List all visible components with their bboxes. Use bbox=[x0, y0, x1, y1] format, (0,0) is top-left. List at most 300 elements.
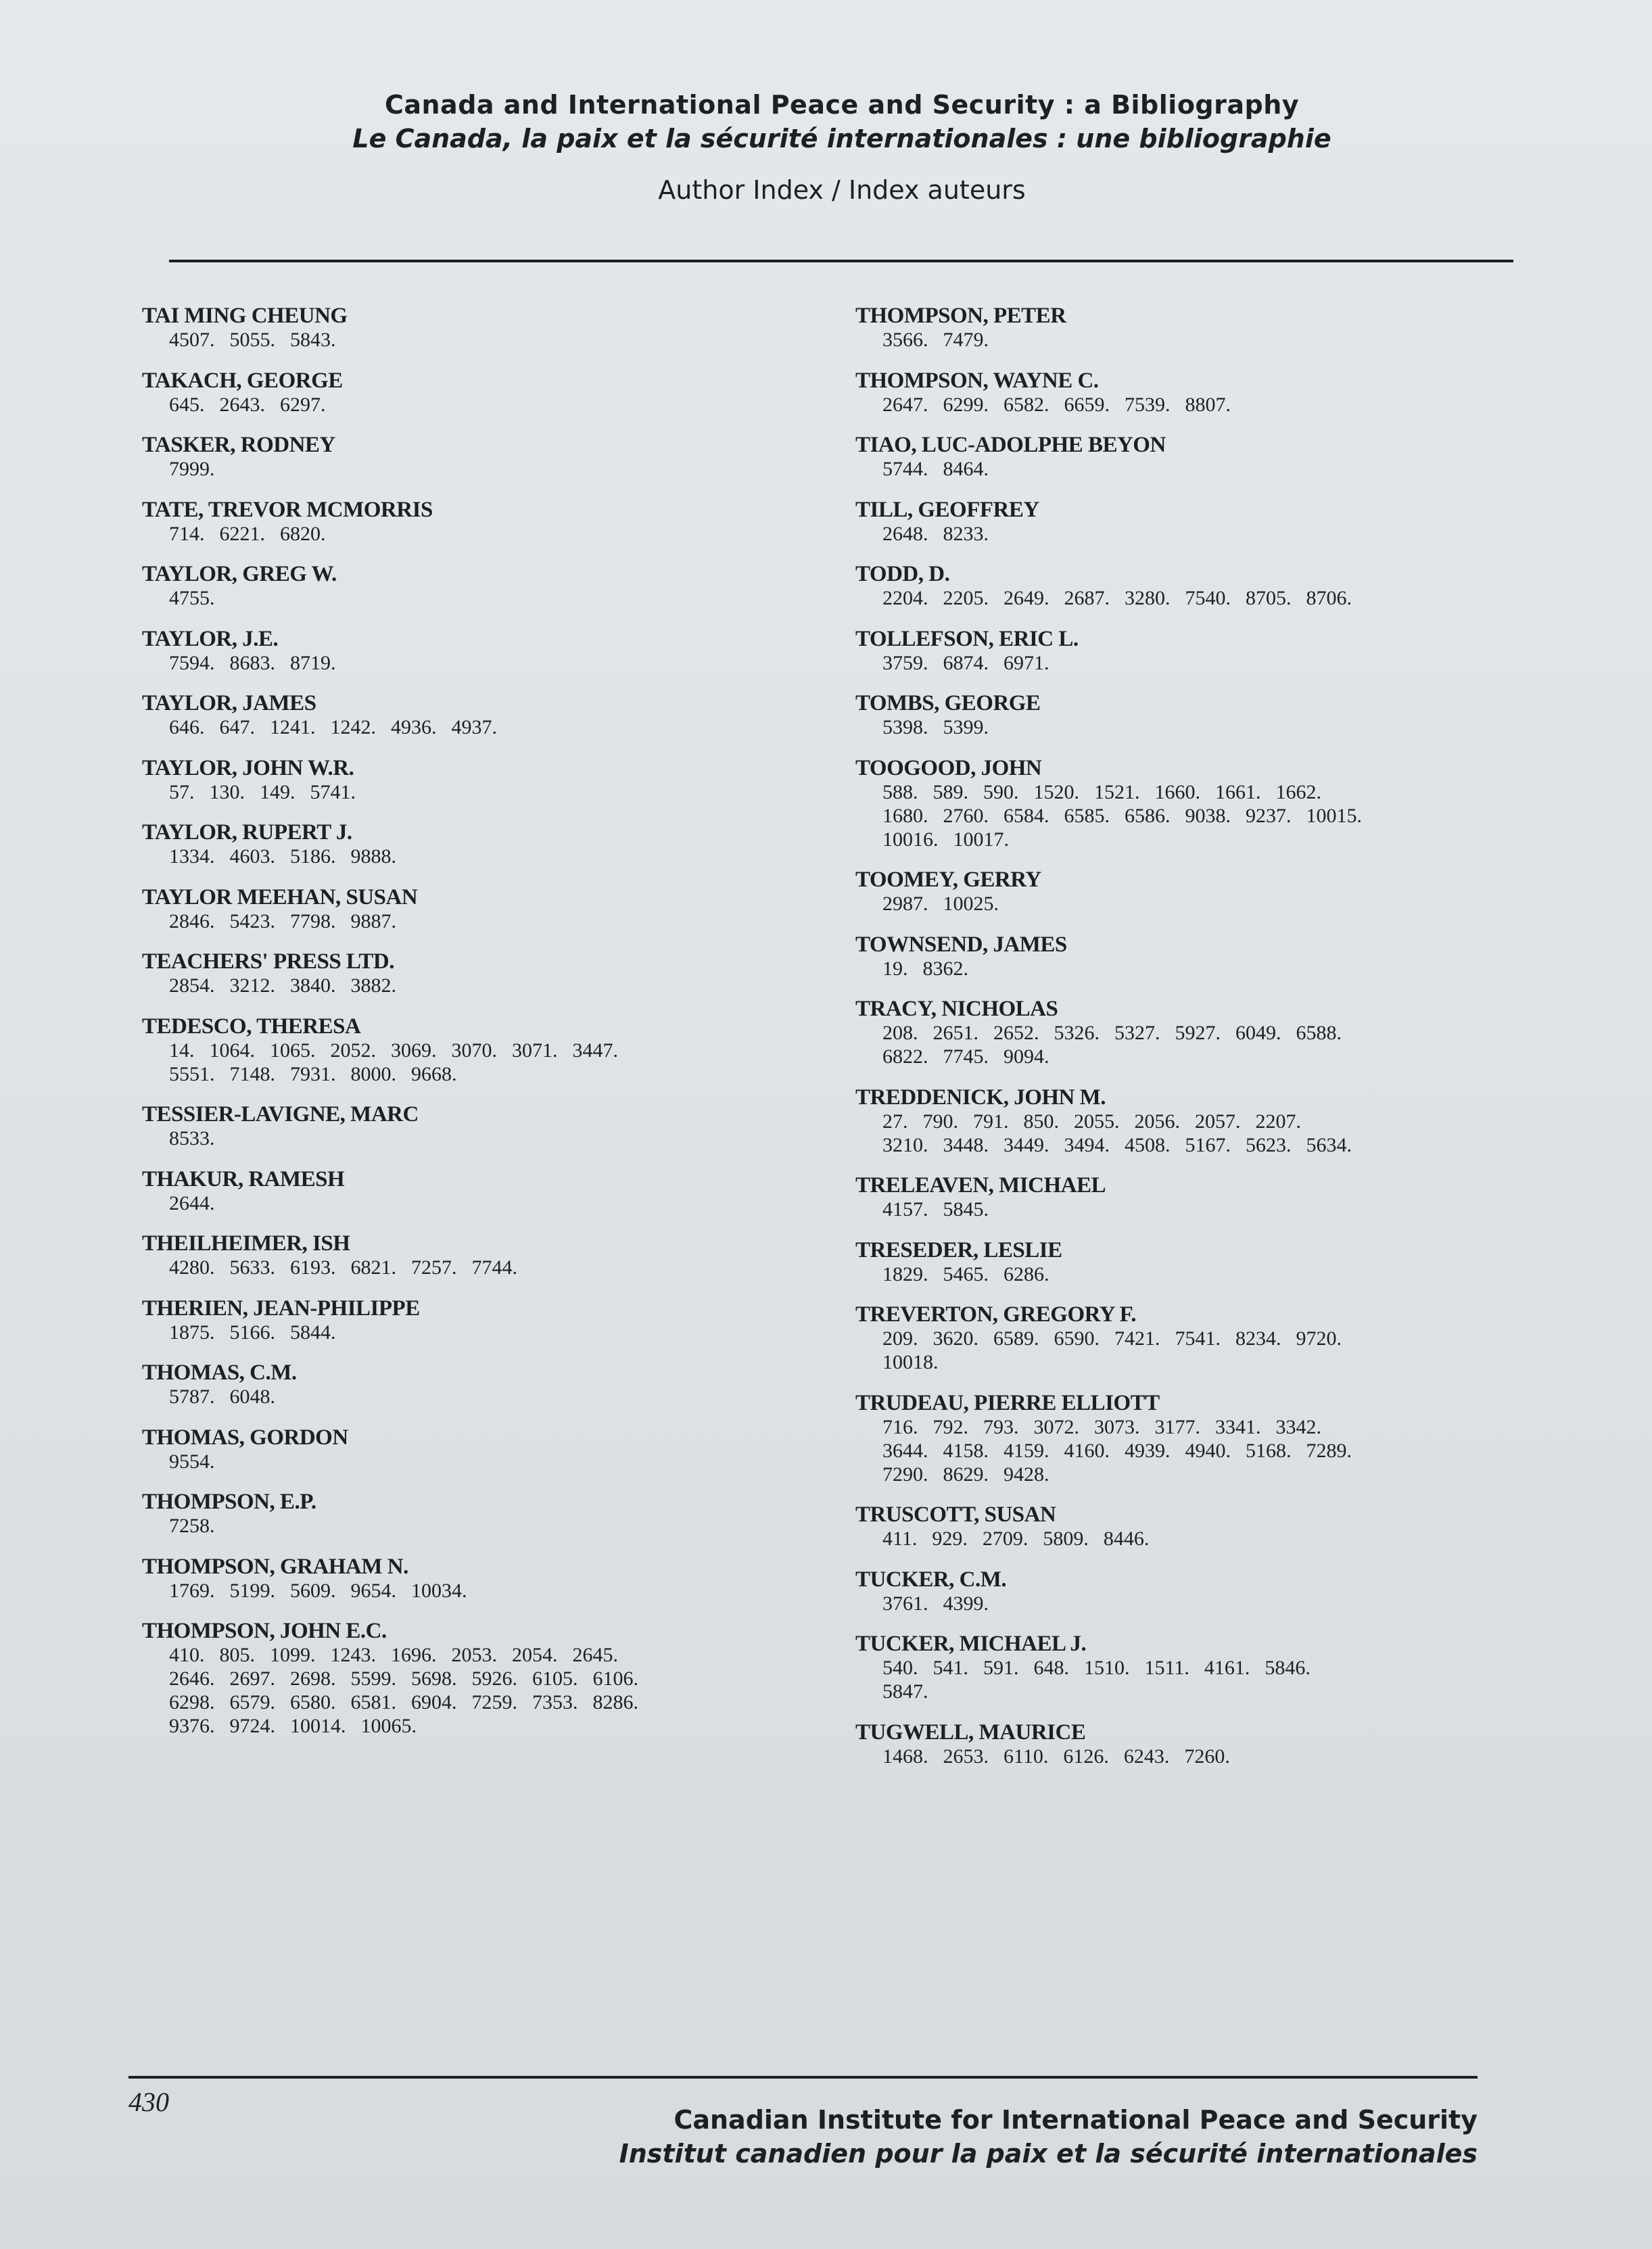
reference-numbers bbox=[142, 328, 852, 352]
author-name: TASKER, RODNEY bbox=[142, 433, 335, 457]
index-entry bbox=[855, 1174, 1565, 1221]
reference-number: 1521. bbox=[1094, 780, 1140, 803]
author-name: THOMPSON, PETER bbox=[855, 304, 1066, 328]
reference-number: 1334. bbox=[169, 845, 215, 868]
reference-number: 4940. bbox=[1185, 1439, 1231, 1462]
reference-number: 3449. bbox=[1004, 1133, 1049, 1156]
reference-number: 6586. bbox=[1125, 804, 1171, 827]
reference-number: 7540. bbox=[1185, 587, 1231, 609]
reference-numbers bbox=[855, 1262, 1565, 1286]
reference-number: 9654. bbox=[350, 1579, 396, 1602]
reference-number: 3644. bbox=[882, 1439, 928, 1462]
reference-number: 6582. bbox=[1004, 393, 1049, 416]
author-name: TRELEAVEN, MICHAEL bbox=[855, 1173, 1106, 1198]
author-name: TILL, GEOFFREY bbox=[855, 497, 1039, 522]
author-name: TOWNSEND, JAMES bbox=[855, 932, 1067, 957]
index-entry bbox=[855, 1303, 1565, 1374]
reference-numbers bbox=[142, 715, 852, 739]
reference-number: 7289. bbox=[1306, 1439, 1352, 1462]
author-name: TEDESCO, THERESA bbox=[142, 1014, 361, 1039]
reference-number: 6126. bbox=[1063, 1745, 1109, 1768]
reference-number: 3280. bbox=[1125, 587, 1171, 609]
reference-numbers bbox=[855, 715, 1565, 739]
reference-number: 3447. bbox=[572, 1039, 618, 1062]
title-french: Le Canada, la paix et la sécurité internationales : une bibliographie bbox=[352, 124, 1331, 153]
author-name: TOOMEY, GERRY bbox=[855, 868, 1041, 892]
reference-number: 6049. bbox=[1235, 1022, 1281, 1044]
reference-number: 7999. bbox=[169, 458, 215, 480]
reference-number: 8286. bbox=[592, 1691, 638, 1713]
reference-number: 3070. bbox=[451, 1039, 497, 1062]
reference-numbers bbox=[142, 1450, 852, 1473]
reference-numbers bbox=[142, 780, 852, 804]
author-name: TUCKER, MICHAEL J. bbox=[855, 1632, 1087, 1656]
author-name: THOMPSON, E.P. bbox=[142, 1490, 316, 1514]
reference-number: 5398. bbox=[882, 716, 928, 738]
index-entry bbox=[142, 1103, 852, 1150]
reference-number: 2053. bbox=[451, 1644, 497, 1666]
reference-number: 4508. bbox=[1125, 1133, 1171, 1156]
author-name: TAYLOR, RUPERT J. bbox=[142, 820, 352, 845]
reference-number: 2204. bbox=[882, 587, 928, 609]
reference-numbers bbox=[142, 1579, 852, 1603]
reference-number: 6286. bbox=[1004, 1262, 1049, 1285]
author-name: TATE, TREVOR MCMORRIS bbox=[142, 497, 433, 522]
reference-number: 2698. bbox=[290, 1667, 336, 1690]
reference-number: 6193. bbox=[290, 1256, 336, 1279]
author-name: THOMAS, C.M. bbox=[142, 1360, 297, 1385]
right-index-column bbox=[855, 304, 1565, 1785]
reference-number: 3761. bbox=[882, 1592, 928, 1615]
reference-numbers bbox=[142, 1643, 852, 1738]
reference-number: 10017. bbox=[953, 828, 1009, 851]
reference-numbers bbox=[855, 1592, 1565, 1615]
author-name: TOLLEFSON, ERIC L. bbox=[855, 626, 1079, 651]
reference-numbers bbox=[855, 957, 1565, 980]
reference-numbers bbox=[855, 586, 1565, 610]
reference-numbers bbox=[855, 780, 1565, 851]
reference-number: 850. bbox=[1023, 1110, 1059, 1133]
author-name: THERIEN, JEAN-PHILIPPE bbox=[142, 1296, 420, 1321]
author-name: TAYLOR, J.E. bbox=[142, 626, 279, 651]
reference-number: 1064. bbox=[209, 1039, 255, 1062]
reference-number: 8719. bbox=[290, 651, 336, 674]
reference-number: 1468. bbox=[882, 1745, 928, 1768]
reference-numbers bbox=[142, 393, 852, 417]
reference-number: 5847. bbox=[882, 1680, 928, 1703]
index-entry bbox=[142, 757, 852, 804]
reference-number: 2052. bbox=[330, 1039, 376, 1062]
author-name: THOMPSON, GRAHAM N. bbox=[142, 1554, 408, 1579]
index-entry bbox=[142, 821, 852, 868]
reference-number: 6659. bbox=[1064, 393, 1110, 416]
reference-numbers bbox=[855, 1745, 1565, 1768]
reference-numbers bbox=[142, 1256, 852, 1279]
reference-number: 591. bbox=[983, 1657, 1019, 1679]
reference-numbers bbox=[142, 522, 852, 546]
reference-number: 8446. bbox=[1103, 1528, 1150, 1550]
index-entry bbox=[142, 1426, 852, 1473]
reference-number: 5599. bbox=[350, 1667, 396, 1690]
reference-number: 6579. bbox=[229, 1691, 275, 1713]
reference-number: 9237. bbox=[1246, 804, 1292, 827]
reference-number: 6821. bbox=[350, 1256, 396, 1279]
reference-numbers bbox=[855, 651, 1565, 675]
reference-numbers bbox=[142, 1514, 852, 1538]
reference-number: 1660. bbox=[1154, 780, 1200, 803]
index-entry bbox=[855, 933, 1565, 980]
reference-number: 4937. bbox=[451, 716, 497, 738]
reference-number: 8533. bbox=[169, 1127, 215, 1150]
reference-number: 6904. bbox=[411, 1691, 457, 1713]
reference-number: 1241. bbox=[270, 716, 316, 738]
reference-numbers bbox=[855, 328, 1565, 352]
reference-number: 3073. bbox=[1094, 1415, 1140, 1438]
reference-number: 7798. bbox=[290, 909, 336, 932]
reference-number: 10025. bbox=[943, 893, 999, 915]
reference-number: 7260. bbox=[1184, 1745, 1230, 1768]
reference-number: 130. bbox=[209, 780, 245, 803]
reference-number: 7258. bbox=[169, 1515, 215, 1537]
reference-number: 9094. bbox=[1004, 1045, 1049, 1068]
index-entry bbox=[855, 868, 1565, 916]
reference-number: 3071. bbox=[512, 1039, 558, 1062]
reference-number: 7148. bbox=[229, 1062, 275, 1085]
reference-number: 6110. bbox=[1004, 1745, 1049, 1768]
author-name: TEACHERS' PRESS LTD. bbox=[142, 949, 394, 974]
index-entry bbox=[142, 628, 852, 675]
reference-number: 7479. bbox=[943, 329, 989, 351]
reference-number: 8000. bbox=[350, 1062, 396, 1085]
reference-number: 5845. bbox=[943, 1198, 989, 1221]
reference-number: 2697. bbox=[229, 1667, 275, 1690]
reference-number: 3494. bbox=[1064, 1133, 1110, 1156]
author-name: TOMBS, GEORGE bbox=[855, 691, 1041, 715]
reference-number: 3566. bbox=[882, 329, 928, 351]
reference-number: 5846. bbox=[1265, 1657, 1311, 1679]
reference-number: 5787. bbox=[169, 1386, 215, 1408]
reference-number: 4936. bbox=[391, 716, 437, 738]
reference-number: 57. bbox=[169, 780, 195, 803]
author-name: THEILHEIMER, ISH bbox=[142, 1231, 350, 1256]
reference-number: 3212. bbox=[229, 974, 275, 997]
reference-number: 10034. bbox=[411, 1579, 467, 1602]
reference-number: 8233. bbox=[943, 522, 989, 545]
reference-numbers bbox=[855, 1527, 1565, 1550]
header-divider bbox=[169, 260, 1513, 262]
reference-number: 588. bbox=[882, 780, 918, 803]
author-name: TAYLOR, JOHN W.R. bbox=[142, 755, 354, 780]
reference-number: 929. bbox=[932, 1528, 968, 1550]
reference-number: 5633. bbox=[229, 1256, 275, 1279]
page-number: 430 bbox=[128, 2087, 169, 2117]
reference-number: 3069. bbox=[391, 1039, 437, 1062]
index-entry bbox=[855, 1568, 1565, 1615]
reference-number: 7421. bbox=[1114, 1327, 1160, 1350]
reference-number: 5399. bbox=[943, 716, 989, 738]
reference-number: 8629. bbox=[943, 1463, 989, 1486]
left-index-column bbox=[142, 304, 852, 1755]
reference-number: 6048. bbox=[229, 1386, 275, 1408]
reference-number: 6971. bbox=[1004, 651, 1049, 674]
index-entry bbox=[855, 1503, 1565, 1550]
reference-number: 3620. bbox=[933, 1327, 978, 1350]
reference-number: 589. bbox=[933, 780, 968, 803]
reference-number: 716. bbox=[882, 1415, 918, 1438]
index-entry bbox=[142, 498, 852, 546]
reference-number: 10016. bbox=[882, 828, 939, 851]
reference-numbers bbox=[142, 1385, 852, 1408]
reference-number: 3210. bbox=[882, 1133, 928, 1156]
index-entry bbox=[142, 886, 852, 933]
reference-numbers bbox=[855, 1415, 1565, 1486]
index-entry bbox=[855, 1086, 1565, 1157]
footer-institute bbox=[619, 2103, 1478, 2171]
reference-number: 1511. bbox=[1144, 1657, 1189, 1679]
reference-number: 5926. bbox=[471, 1667, 517, 1690]
reference-number: 2054. bbox=[512, 1644, 558, 1666]
reference-numbers bbox=[855, 1198, 1565, 1221]
reference-number: 2653. bbox=[943, 1745, 989, 1768]
reference-numbers bbox=[142, 845, 852, 868]
reference-numbers bbox=[142, 1039, 852, 1086]
reference-number: 6588. bbox=[1296, 1022, 1342, 1044]
reference-number: 6584. bbox=[1004, 804, 1049, 827]
author-name: TESSIER-LAVIGNE, MARC bbox=[142, 1102, 419, 1127]
reference-number: 2207. bbox=[1255, 1110, 1301, 1133]
reference-number: 541. bbox=[933, 1657, 968, 1679]
reference-number: 6820. bbox=[280, 522, 326, 545]
author-name: THOMPSON, WAYNE C. bbox=[855, 368, 1099, 393]
reference-number: 5326. bbox=[1054, 1022, 1100, 1044]
reference-numbers bbox=[142, 457, 852, 481]
reference-number: 5055. bbox=[229, 329, 275, 351]
index-entry bbox=[142, 1232, 852, 1279]
reference-numbers bbox=[855, 1021, 1565, 1068]
reference-number: 790. bbox=[922, 1110, 958, 1133]
author-name: TAYLOR, GREG W. bbox=[142, 562, 337, 586]
reference-number: 648. bbox=[1033, 1657, 1069, 1679]
reference-number: 6590. bbox=[1054, 1327, 1100, 1350]
reference-number: 4159. bbox=[1004, 1439, 1049, 1462]
reference-number: 6106. bbox=[592, 1667, 638, 1690]
reference-number: 7931. bbox=[290, 1062, 336, 1085]
reference-number: 10018. bbox=[882, 1351, 939, 1373]
reference-number: 149. bbox=[260, 780, 296, 803]
reference-number: 2846. bbox=[169, 909, 215, 932]
reference-number: 10065. bbox=[360, 1715, 417, 1737]
reference-number: 8362. bbox=[922, 957, 968, 980]
reference-number: 5927. bbox=[1175, 1022, 1221, 1044]
author-name: TRACY, NICHOLAS bbox=[855, 997, 1058, 1021]
reference-number: 805. bbox=[219, 1644, 255, 1666]
reference-number: 647. bbox=[219, 716, 255, 738]
reference-number: 1769. bbox=[169, 1579, 215, 1602]
author-name: TRUDEAU, PIERRE ELLIOTT bbox=[855, 1390, 1160, 1415]
reference-number: 8464. bbox=[943, 458, 989, 480]
reference-number: 5199. bbox=[229, 1579, 275, 1602]
index-entry bbox=[855, 997, 1565, 1068]
reference-numbers bbox=[855, 1110, 1565, 1157]
author-name: TOOGOOD, JOHN bbox=[855, 755, 1042, 780]
reference-number: 6874. bbox=[943, 651, 989, 674]
reference-number: 646. bbox=[169, 716, 205, 738]
index-entry bbox=[142, 692, 852, 739]
reference-number: 1680. bbox=[882, 804, 928, 827]
reference-number: 9428. bbox=[1004, 1463, 1049, 1486]
reference-numbers bbox=[142, 974, 852, 997]
reference-number: 5168. bbox=[1246, 1439, 1292, 1462]
reference-number: 6298. bbox=[169, 1691, 215, 1713]
reference-number: 5741. bbox=[310, 780, 356, 803]
reference-number: 7541. bbox=[1175, 1327, 1221, 1350]
reference-number: 8705. bbox=[1246, 587, 1292, 609]
reference-number: 793. bbox=[983, 1415, 1019, 1438]
reference-number: 5698. bbox=[411, 1667, 457, 1690]
footer-divider bbox=[128, 2076, 1478, 2079]
reference-number: 14. bbox=[169, 1039, 195, 1062]
reference-number: 5327. bbox=[1114, 1022, 1160, 1044]
reference-number: 2649. bbox=[1004, 587, 1049, 609]
reference-number: 7594. bbox=[169, 651, 215, 674]
reference-number: 410. bbox=[169, 1644, 205, 1666]
author-name: TAI MING CHEUNG bbox=[142, 304, 348, 328]
reference-number: 6299. bbox=[943, 393, 989, 416]
reference-number: 9038. bbox=[1185, 804, 1231, 827]
reference-numbers bbox=[855, 1327, 1565, 1374]
reference-number: 209. bbox=[882, 1327, 918, 1350]
index-entry bbox=[142, 1015, 852, 1086]
reference-number: 208. bbox=[882, 1022, 918, 1044]
reference-number: 8807. bbox=[1185, 393, 1231, 416]
reference-number: 2854. bbox=[169, 974, 215, 997]
reference-number: 8683. bbox=[229, 651, 275, 674]
reference-numbers bbox=[855, 457, 1565, 481]
reference-number: 4755. bbox=[169, 587, 215, 609]
index-entry bbox=[855, 369, 1565, 417]
reference-number: 3177. bbox=[1154, 1415, 1200, 1438]
index-entry bbox=[142, 1490, 852, 1538]
index-entry bbox=[855, 1721, 1565, 1768]
index-subtitle: Author Index / Index auteurs bbox=[658, 175, 1026, 205]
reference-numbers bbox=[142, 909, 852, 933]
author-name: TODD, D. bbox=[855, 562, 950, 586]
reference-number: 6581. bbox=[350, 1691, 396, 1713]
reference-number: 5609. bbox=[290, 1579, 336, 1602]
index-entry bbox=[855, 563, 1565, 610]
reference-number: 2709. bbox=[982, 1528, 1029, 1550]
reference-number: 2760. bbox=[943, 804, 989, 827]
reference-number: 5844. bbox=[290, 1321, 336, 1344]
reference-number: 5423. bbox=[229, 909, 275, 932]
reference-number: 2645. bbox=[572, 1644, 618, 1666]
reference-number: 7257. bbox=[411, 1256, 457, 1279]
reference-number: 1510. bbox=[1084, 1657, 1130, 1679]
author-name: THOMPSON, JOHN E.C. bbox=[142, 1619, 387, 1643]
reference-number: 9376. bbox=[169, 1715, 215, 1737]
institute-name-english: Canadian Institute for International Peace and Security bbox=[674, 2105, 1478, 2135]
index-entry bbox=[142, 369, 852, 417]
reference-number: 6589. bbox=[993, 1327, 1039, 1350]
author-name: TREVERTON, GREGORY F. bbox=[855, 1302, 1137, 1327]
reference-number: 6580. bbox=[290, 1691, 336, 1713]
index-entry bbox=[142, 563, 852, 610]
author-name: TUCKER, C.M. bbox=[855, 1567, 1007, 1592]
reference-number: 10014. bbox=[290, 1715, 346, 1737]
reference-number: 4280. bbox=[169, 1256, 215, 1279]
page-header bbox=[169, 88, 1515, 207]
author-name: TRESEDER, LESLIE bbox=[855, 1237, 1062, 1262]
reference-number: 792. bbox=[933, 1415, 968, 1438]
reference-number: 9554. bbox=[169, 1450, 215, 1473]
reference-number: 19. bbox=[882, 957, 908, 980]
index-entry bbox=[855, 304, 1565, 352]
index-entry bbox=[142, 433, 852, 481]
reference-number: 6243. bbox=[1123, 1745, 1170, 1768]
reference-number: 5166. bbox=[229, 1321, 275, 1344]
reference-number: 1242. bbox=[330, 716, 376, 738]
reference-number: 3341. bbox=[1215, 1415, 1261, 1438]
reference-number: 2647. bbox=[882, 393, 928, 416]
reference-number: 590. bbox=[983, 780, 1019, 803]
reference-number: 9887. bbox=[350, 909, 396, 932]
reference-number: 1696. bbox=[391, 1644, 437, 1666]
reference-number: 411. bbox=[882, 1528, 918, 1550]
reference-number: 1099. bbox=[270, 1644, 316, 1666]
reference-number: 1520. bbox=[1033, 780, 1079, 803]
reference-number: 5551. bbox=[169, 1062, 215, 1085]
reference-number: 540. bbox=[882, 1657, 918, 1679]
title-english: Canada and International Peace and Security : a Bibliography bbox=[384, 90, 1300, 120]
index-entry bbox=[855, 1239, 1565, 1286]
reference-number: 4399. bbox=[943, 1592, 989, 1615]
reference-number: 6585. bbox=[1064, 804, 1110, 827]
reference-number: 6822. bbox=[882, 1045, 928, 1068]
reference-number: 2646. bbox=[169, 1667, 215, 1690]
reference-number: 2057. bbox=[1195, 1110, 1241, 1133]
index-entry bbox=[142, 304, 852, 352]
reference-number: 7290. bbox=[882, 1463, 928, 1486]
reference-number: 7539. bbox=[1125, 393, 1171, 416]
reference-number: 2652. bbox=[993, 1022, 1039, 1044]
reference-numbers bbox=[142, 586, 852, 610]
reference-number: 4158. bbox=[943, 1439, 989, 1462]
reference-number: 3342. bbox=[1275, 1415, 1321, 1438]
reference-number: 3072. bbox=[1033, 1415, 1079, 1438]
reference-number: 3840. bbox=[290, 974, 336, 997]
author-name: TAYLOR, JAMES bbox=[142, 691, 316, 715]
index-entry bbox=[142, 1361, 852, 1408]
index-entry bbox=[855, 1392, 1565, 1486]
reference-numbers bbox=[855, 892, 1565, 916]
reference-numbers bbox=[142, 1191, 852, 1215]
index-entry bbox=[142, 1297, 852, 1344]
reference-number: 9720. bbox=[1296, 1327, 1342, 1350]
reference-number: 714. bbox=[169, 522, 205, 545]
reference-number: 4939. bbox=[1125, 1439, 1171, 1462]
reference-number: 5623. bbox=[1246, 1133, 1292, 1156]
reference-number: 1661. bbox=[1215, 780, 1261, 803]
reference-number: 2056. bbox=[1134, 1110, 1180, 1133]
reference-number: 4160. bbox=[1064, 1439, 1110, 1462]
author-name: TAKACH, GEORGE bbox=[142, 368, 343, 393]
institute-name-french: Institut canadien pour la paix et la sécurité internationales bbox=[619, 2139, 1478, 2169]
reference-number: 5744. bbox=[882, 458, 928, 480]
reference-numbers bbox=[855, 1656, 1565, 1703]
reference-numbers bbox=[142, 1127, 852, 1150]
reference-number: 3759. bbox=[882, 651, 928, 674]
reference-number: 2644. bbox=[169, 1191, 215, 1214]
